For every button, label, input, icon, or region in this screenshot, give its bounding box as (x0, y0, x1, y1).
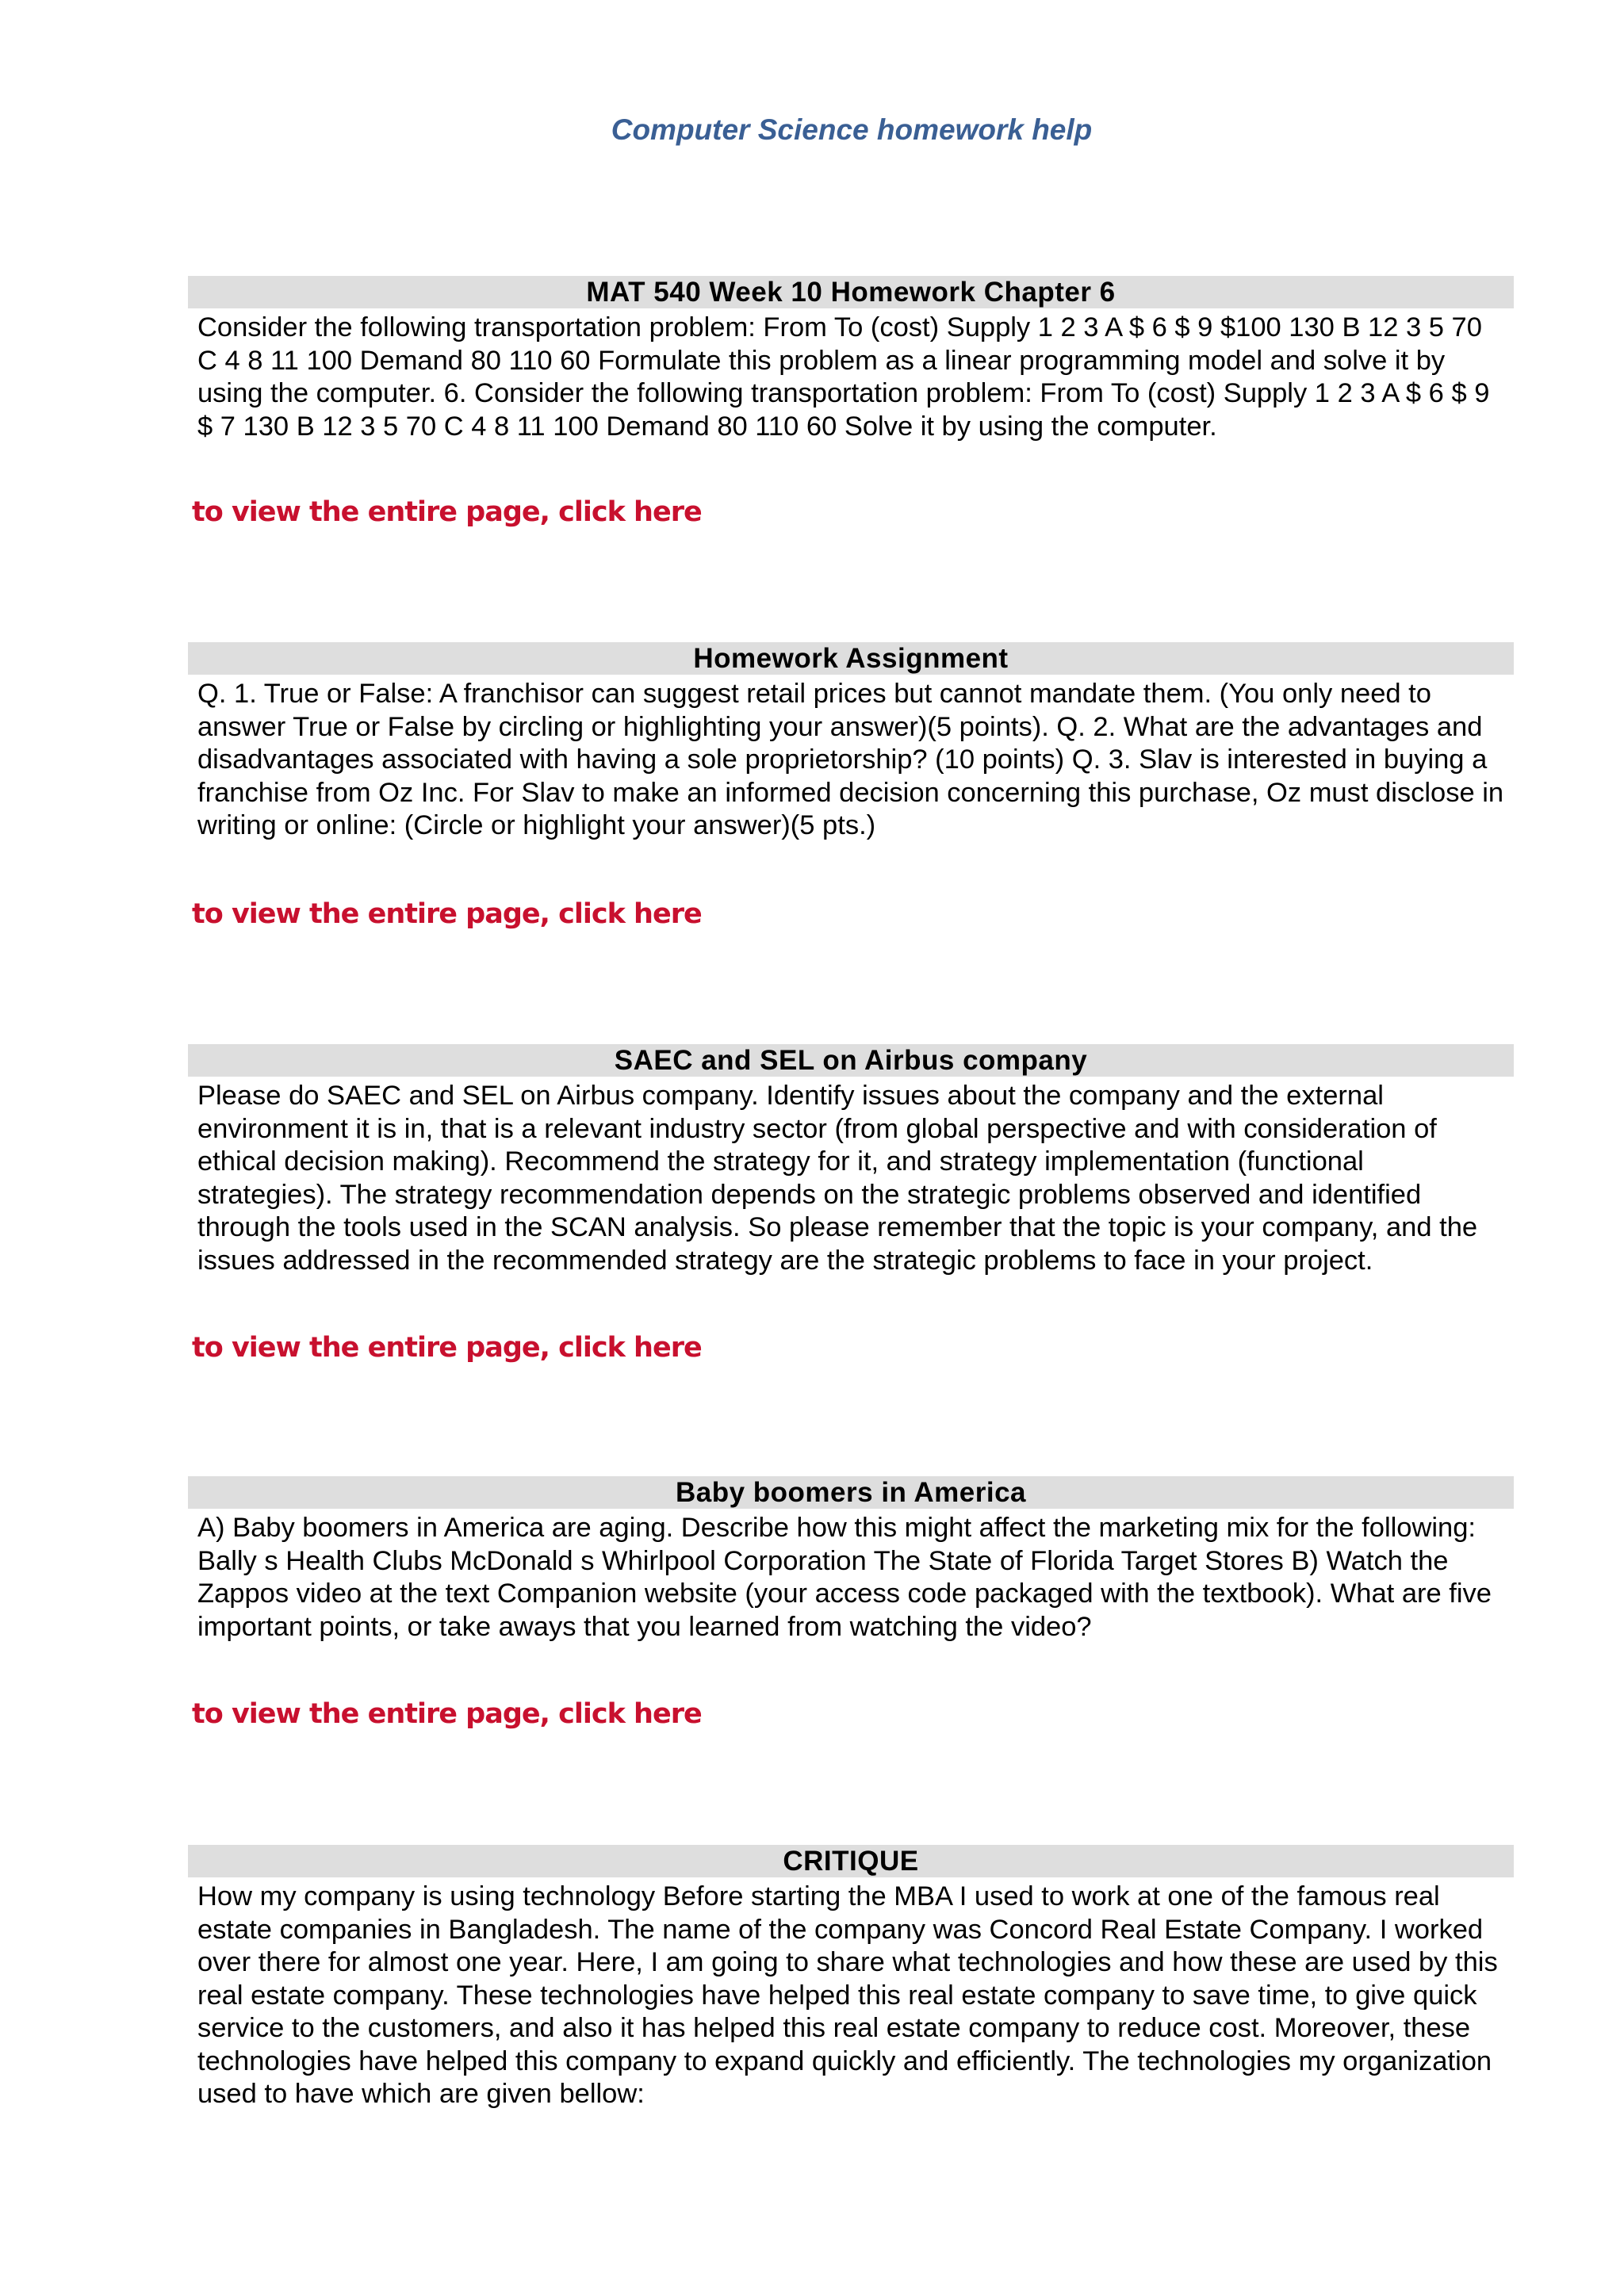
section-body: How my company is using technology Before starting the MBA I used to work at one of the famous real estate companies in Bangladesh. The name of the company was Concord Real Estate Company. I worked over there for almost one year. Here, I am going to share what technologies and how these are used by this real estate company. These technologies have helped this real estate company to save time, to give quick service to the customers, and also it has helped this real estate company to reduce cost. Moreover, these technologies have helped this company to expand quickly and efficiently. The technologies my organization used to have which are given bellow: (197, 1881, 1498, 2109)
section-header: SAEC and SEL on Airbus company (188, 1044, 1514, 1077)
section-header: MAT 540 Week 10 Homework Chapter 6 (188, 276, 1514, 308)
view-entire-page-link[interactable]: to view the entire page, click here (192, 1698, 702, 1730)
view-entire-page-link[interactable]: to view the entire page, click here (192, 496, 702, 528)
section-mat540 (188, 276, 1514, 443)
page-title: Computer Science homework help (611, 113, 1093, 146)
section-header: CRITIQUE (188, 1845, 1514, 1877)
section-body: Please do SAEC and SEL on Airbus company. Identify issues about the company and the external environment it is in, that is a relevant industry sector (from global perspective and with consideration of ethical decision making). Recommend the strategy for it, and strategy implementation (functional strategies). The strategy recommendation depends on the strategic problems observed and identified through the tools used in the SCAN analysis. So please remember that the topic is your company, and the issues addressed in the recommended strategy are the strategic problems to face in your project. (197, 1081, 1478, 1276)
section-body: A) Baby boomers in America are aging. Describe how this might affect the marketing mix for the following: Bally s Health Clubs McDonald s Whirlpool Corporation The State of Florida Target Stores B) Watch the Zappos video at the text Companion website (your access code packaged with the textbook). What are five important points, or take aways that you learned from watching the video? (197, 1513, 1492, 1642)
section-homework-assignment (188, 642, 1514, 843)
view-entire-page-link[interactable]: to view the entire page, click here (192, 898, 702, 930)
view-entire-page-link[interactable]: to view the entire page, click here (192, 1332, 702, 1364)
section-saec-airbus (188, 1044, 1514, 1277)
section-body: Consider the following transportation problem: From To (cost) Supply 1 2 3 A $ 6 $ 9 $100 130 B 12 3 5 70 C 4 8 11 100 Demand 80 110 60 Formulate this problem as a linear programming model and solve it by using the computer. 6. Consider the following transportation problem: From To (cost) Supply 1 2 3 A $ 6 $ 9 $ 7 130 B 12 3 5 70 C 4 8 11 100 Demand 80 110 60 Solve it by using the computer. (197, 312, 1490, 442)
section-critique (188, 1845, 1514, 2111)
section-header: Homework Assignment (188, 642, 1514, 675)
section-baby-boomers (188, 1476, 1514, 1644)
section-header: Baby boomers in America (188, 1476, 1514, 1509)
section-body: Q. 1. True or False: A franchisor can suggest retail prices but cannot mandate them. (You only need to answer True or False by circling or highlighting your answer)(5 points). Q. 2. What are the advantages and disadvantages associated with having a sole proprietorship? (10 points) Q. 3. Slav is interested in buying a franchise from Oz Inc. For Slav to make an informed decision concerning this purchase, Oz must disclose in writing or online: (Circle or highlight your answer)(5 pts.) (197, 679, 1504, 840)
